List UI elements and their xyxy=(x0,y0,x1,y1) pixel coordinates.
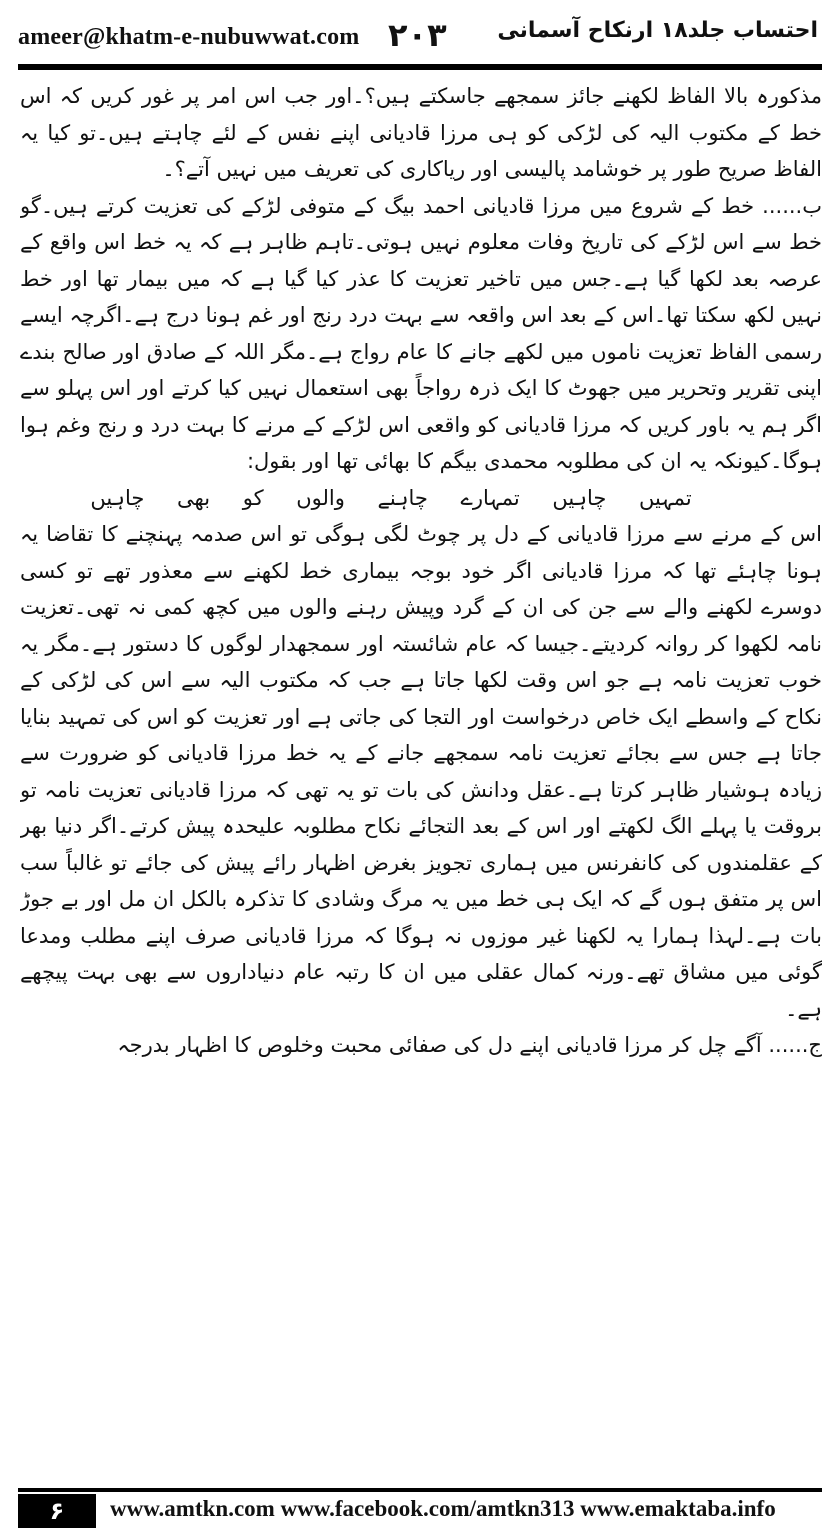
paragraph-c: ج...... آگے چل کر مرزا قادیانی اپنے دل کی صفائی محبت وخلوص کا اظہار بدرجہ xyxy=(117,1033,822,1057)
header-page-number: ۲۰۳ xyxy=(388,16,447,54)
footer-page-number: ۶ xyxy=(18,1494,96,1528)
paragraph-continuation: اس کے مرنے سے مرزا قادیانی کے دل پر چوٹ لگی ہوگی تو اس صدمہ پہنچنے کا تقاضا یہ ہونا چاہئے تھا کہ مرزا قادیانی اگر خود بوجہ بیماری خط لکھنے سے معذور تھے تو کسی دوسرے لکھنے والے سے جن کی ان کے گرد وپیش رہنے والوں میں کچھ کمی نہ تھی۔تعزیت نامہ لکھوا کر روانہ کردیتے۔جیسا کہ عام شائستہ اور سمجھدار لوگوں کا دستور ہے۔مگر یہ خوب تعزیت نامہ ہے جو اس وقت لکھا جاتا ہے جب کہ مکتوب الیہ سے اس کی لڑکی کے نکاح کے واسطے ایک خاص درخواست اور التجا کی جاتی ہے اور تعزیت کو اس کی تمہید بنایا جاتا ہے جس سے بجائے تعزیت نامہ سمجھے جانے کے یہ خط مرزا قادیانی کو ضرورت سے زیادہ ہوشیار ظاہر کرتا ہے۔عقل ودانش کی بات تو یہ تھی کہ مرزا قادیانی تعزیت نامہ تو بروقت یا پہلے الگ لکھتے اور اس کے بعد التجائے نکاح مطلوبہ علیحدہ پیش کرتے۔اگر دنیا بھر کے عقلمندوں کی کانفرنس میں ہماری تجویز بغرض اظہار رائے پیش کی جائے تو غالباً سب اس پر متفق ہوں گے کہ ایک ہی خط میں یہ مرگ وشادی کا تذکرہ بالکل ان مل اور بے جوڑ بات ہے۔لہذا ہمارا یہ لکھنا غیر موزوں نہ ہوگا کہ مرزا قادیانی صرف اپنے مطلب ومدعا گوئی میں مشاق تھے۔ورنہ کمال عقلی میں ان کا رتبہ عام دنیاداروں سے بھی بہت پیچھے ہے۔ xyxy=(20,522,822,1021)
page-footer xyxy=(18,1488,822,1528)
paragraph-intro: مذکورہ بالا الفاظ لکھنے جائز سمجھے جاسکتے ہیں؟۔اور جب اس امر پر غور کریں کہ اس خط کے مکتوب الیہ کی لڑکی کو ہی مرزا قادیانی اپنے نفس کے لئے چاہتے ہیں۔تو کیا یہ الفاظ صریح طور پر خوشامد پالیسی اور ریاکاری کی تعریف میں نہیں آتے؟۔ xyxy=(20,84,822,181)
header-email: ameer@khatm-e-nubuwwat.com xyxy=(18,24,360,50)
footer-rule xyxy=(18,1488,822,1492)
footer-links: www.amtkn.com www.facebook.com/amtkn313 www.emaktaba.info xyxy=(110,1496,776,1521)
page-header xyxy=(18,14,822,62)
paragraph-b: ب...... خط کے شروع میں مرزا قادیانی احمد بیگ کے متوفی لڑکے کی تعزیت کرتے ہیں۔گو خط سے اس لڑکے کی تاریخ وفات معلوم نہیں ہوتی۔تاہم ظاہر ہے کہ یہ خط اس واقع کے عرصہ بعد لکھا گیا ہے۔جس میں تاخیر تعزیت کا عذر کیا گیا ہے کہ میں بیمار تھا اور خط نہیں لکھ سکتا تھا۔اس کے بعد اس واقعہ سے بہت درد رنج اور غم ہونا درج ہے۔اگرچہ ایسے رسمی الفاظ تعزیت ناموں میں لکھے جانے کا عام رواج ہے۔مگر اللہ کے صادق اور صالح بندے اپنی تقریر وتحریر میں جھوٹ کا ایک ذرہ رواجاً بھی استعمال نہیں کیا کرتے اور اس پہلو سے اگر ہم یہ باور کریں کہ مرزا قادیانی کو واقعی اس لڑکے کے مرنے کا بہت درد و رنج وغم ہوا ہوگا۔کیونکہ یہ ان کی مطلوبہ محمدی بیگم کا بھائی تھا اور بقول: xyxy=(20,193,822,473)
header-rule xyxy=(18,64,822,70)
header-title: احتساب جلد۱۸ ارنکاح آسمانی xyxy=(497,18,818,43)
verse-line: تمہیں چاہیں تمہارے چاہنے والوں کو بھی چاہیں xyxy=(90,485,692,510)
body-text xyxy=(20,78,822,1473)
